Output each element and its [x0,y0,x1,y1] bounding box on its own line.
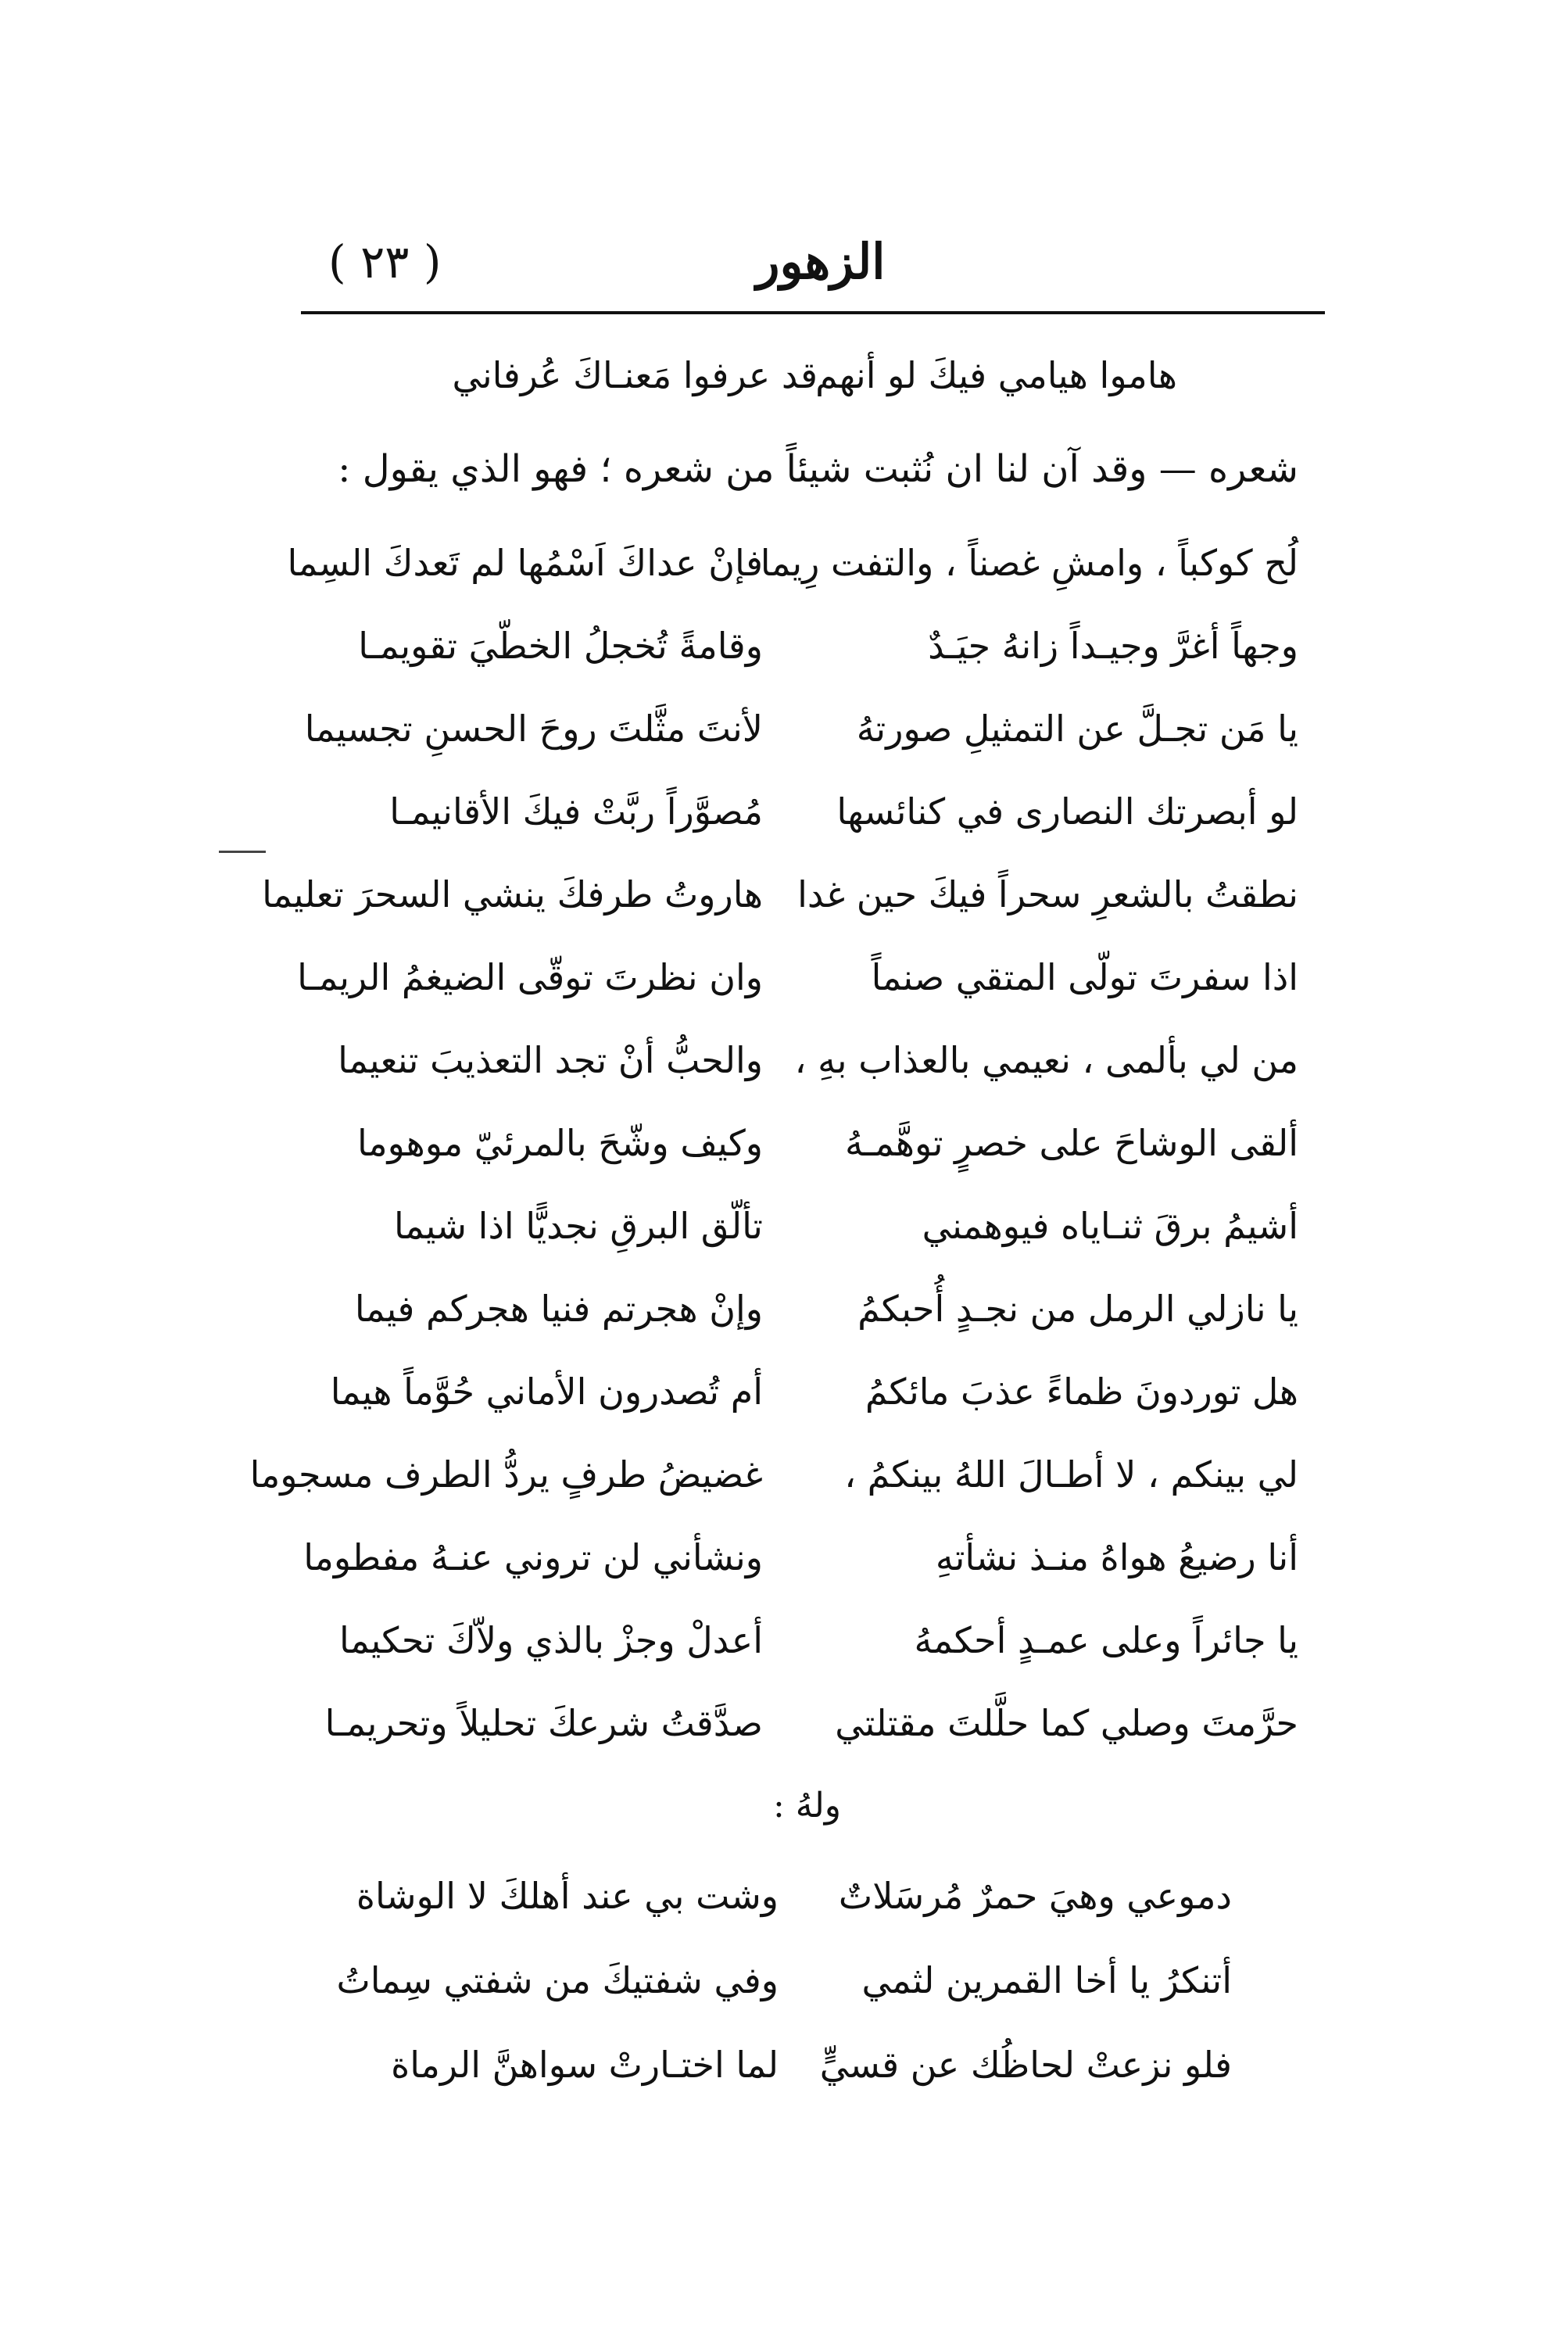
margin-mark [219,851,266,853]
poem-two-hemistich-right: فلو نزعتْ لحاظُك عن قسيٍّ [819,2044,1232,2086]
running-title: الزهور [756,233,886,290]
poem-two-hemistich-left: لما اختـارتْ سواهنَّ الرماة [391,2044,779,2086]
poem-two-hemistich-right: أتنكرُ يا أخا القمرين لثمي [861,1959,1232,2001]
poem-one-hemistich-right: لو أبصرتك النصارى في كنائسها [836,790,1298,833]
poem-one-hemistich-right: هل توردونَ ظماءً عذبَ مائكمُ [865,1371,1298,1413]
poem-one-hemistich-left: وقامةً تُخجلُ الخطّيَ تقويمـا [358,625,763,667]
poem-one-hemistich-left: غضيضُ طرفٍ يردُّ الطرف مسجوما [249,1453,763,1496]
poem-one-hemistich-left: وإنْ هجرتم فنيا هجركم فيما [354,1288,763,1330]
poem-one-hemistich-right: حرَّمتَ وصلي كما حلَّلتَ مقتلتي [835,1702,1298,1744]
poem-one-hemistich-right: ألقى الوشاحَ على خصرٍ توهَّمـهُ [845,1122,1298,1164]
poem-one-hemistich-right: أشيمُ برقَ ثنـاياه فيوهمني [922,1205,1298,1247]
poem-one-hemistich-right: يا جائراً وعلى عمـدٍ أحكمهُ [914,1619,1298,1661]
poem-one-hemistich-right: لي بينكم ، لا أطـالَ اللهُ بينكمُ ، [844,1453,1298,1496]
poem-one-hemistich-right: من لي بألمى ، نعيمي بالعذاب بهِ ، [794,1039,1298,1081]
header-rule [301,311,1325,314]
poem-one-hemistich-right: نطقتُ بالشعرِ سحراً فيكَ حين غدا [797,873,1298,915]
poem-one-hemistich-left: أعدلْ وجزْ بالذي ولاّكَ تحكيما [338,1619,763,1661]
poem-one-hemistich-left: صدَّقتُ شرعكَ تحليلاً وتحريمـا [324,1702,763,1744]
poem-one-hemistich-right: يا نازلي الرمل من نجـدٍ أُحبكمُ [857,1288,1298,1330]
poem-one-hemistich-right: أنا رضيعُ هواهُ منـذ نشأتهِ [935,1536,1298,1578]
poem-two-hemistich-right: دموعي وهيَ حمرٌ مُرسَلاتٌ [838,1875,1232,1917]
intro-verse-right: هاموا هيامي فيكَ لو أنهم [815,354,1177,396]
page-number: ( ٢٣ ) [328,235,442,288]
poem-two-hemistich-left: وفي شفتيكَ من شفتي سِماتُ [336,1959,779,2001]
poem-one-hemistich-right: وجهاً أغرَّ وجيـداً زانهُ جيَـدٌ [928,625,1298,667]
poem-one-hemistich-left: تألّق البرقِ نجديًّا اذا شيما [394,1205,763,1247]
poem-one-hemistich-left: وان نظرتَ توقّى الضيغمُ الريمـا [297,956,763,998]
poem-one-hemistich-left: هاروتُ طرفكَ ينشي السحرَ تعليما [262,873,763,915]
poem-subheading: ولهُ : [772,1786,841,1826]
prose-paragraph: شعره — وقد آن لنا ان نُثبت شيئاً من شعره ؛ فهو الذي يقول : [338,447,1298,491]
poem-one-hemistich-left: فإنْ عداكَ اَسْمُها لم تَعدكَ السِما [287,542,763,584]
intro-verse-left: قد عرفوا مَعنـاكَ عُرفاني [452,354,818,396]
poem-one-hemistich-left: ونشأني لن تروني عنـهُ مفطوما [303,1536,763,1578]
poem-one-hemistich-left: والحبُّ أنْ تجد التعذيبَ تنعيما [338,1039,763,1081]
poem-one-hemistich-left: وكيف وشّحَ بالمرئيّ موهوما [357,1122,763,1164]
poem-two-hemistich-left: وشت بي عند أهلكَ لا الوشاة [356,1875,779,1917]
poem-one-hemistich-left: لأنتَ مثَّلتَ روحَ الحسنِ تجسيما [304,708,763,750]
poem-one-hemistich-left: مُصوَّراً ربَّتْ فيكَ الأقانيمـا [389,790,763,833]
poem-one-hemistich-right: اذا سفرتَ تولّى المتقي صنماً [871,956,1298,998]
poem-one-hemistich-left: أم تُصدرون الأماني حُوَّماً هيما [330,1371,763,1413]
poem-one-hemistich-right: لُح كوكباً ، وامشِ غصناً ، والتفت رِيما [760,542,1298,584]
poem-one-hemistich-right: يا مَن تجـلَّ عن التمثيلِ صورتهُ [856,708,1298,750]
page-header [305,231,1337,293]
